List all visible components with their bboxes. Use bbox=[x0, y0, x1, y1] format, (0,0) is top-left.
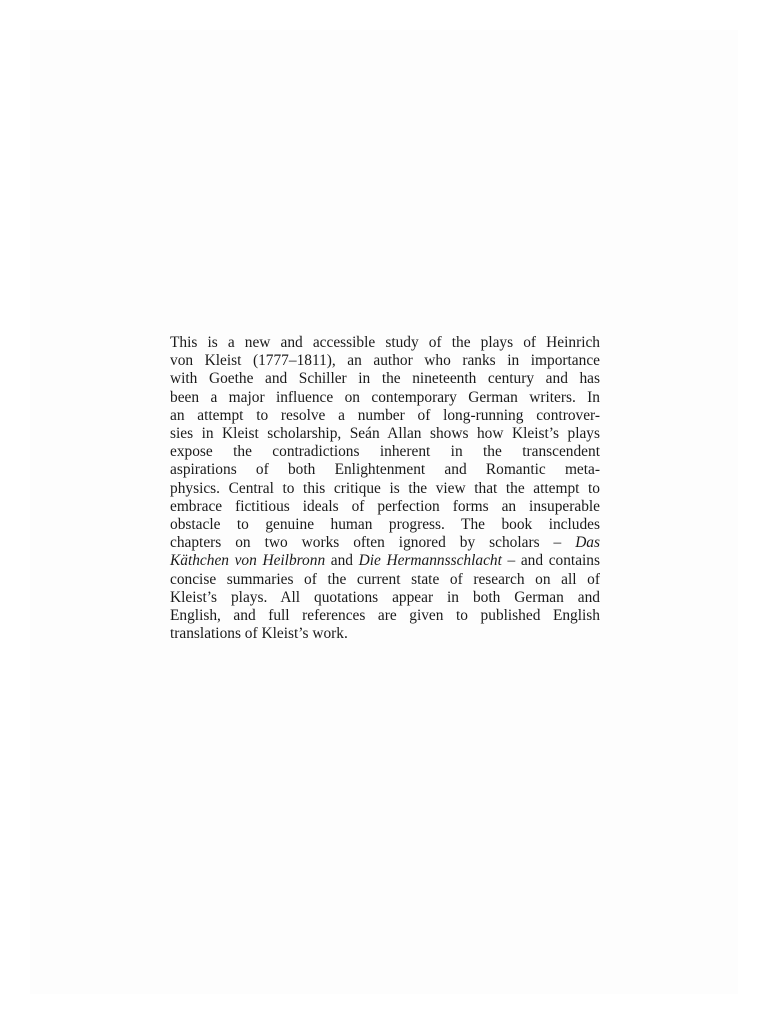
text-line-8: aspirations of both Enlightenment and Romantic meta- bbox=[170, 461, 600, 479]
text-segment: chapters on two works often ignored by scholars – bbox=[170, 534, 562, 552]
text-line-7: expose the contradictions inherent in the transcendent bbox=[170, 443, 600, 461]
title-hermannsschlacht: Die Hermannsschlacht bbox=[358, 552, 502, 570]
text-line-6: sies in Kleist scholarship, Seán Allan shows how Kleist’s plays bbox=[170, 425, 600, 443]
text-line-1: This is a new and accessible study of the plays of Heinrich bbox=[170, 334, 600, 351]
text-line-9: physics. Central to this critique is the view that the attempt to bbox=[170, 479, 600, 497]
text-segment: – and contains bbox=[507, 552, 600, 570]
text-line-14: concise summaries of the current state of research on all of bbox=[170, 570, 600, 588]
text-line-15: Kleist’s plays. All quotations appear in both German and bbox=[170, 588, 600, 606]
text-line-16: English, and full references are given to published English bbox=[170, 607, 600, 625]
title-kaethchen: Käthchen von Heilbronn bbox=[170, 552, 326, 570]
title-das: Das bbox=[575, 534, 600, 552]
text-line-5: an attempt to resolve a number of long-running controver- bbox=[170, 406, 600, 424]
text-line-13 bbox=[170, 552, 600, 570]
text-line-11: obstacle to genuine human progress. The book includes bbox=[170, 516, 600, 534]
text-line-12 bbox=[170, 534, 600, 552]
text-line-2: von Kleist (1777–1811), an author who ranks in importance bbox=[170, 352, 600, 370]
text-line-10: embrace fictitious ideals of perfection forms an insuperable bbox=[170, 497, 600, 515]
text-line-4: been a major influence on contemporary German writers. In bbox=[170, 388, 600, 406]
text-line-3: with Goethe and Schiller in the nineteenth century and has bbox=[170, 370, 600, 388]
book-description bbox=[170, 334, 600, 643]
text-segment: and bbox=[330, 552, 354, 570]
text-line-17: translations of Kleist’s work. bbox=[170, 625, 348, 643]
